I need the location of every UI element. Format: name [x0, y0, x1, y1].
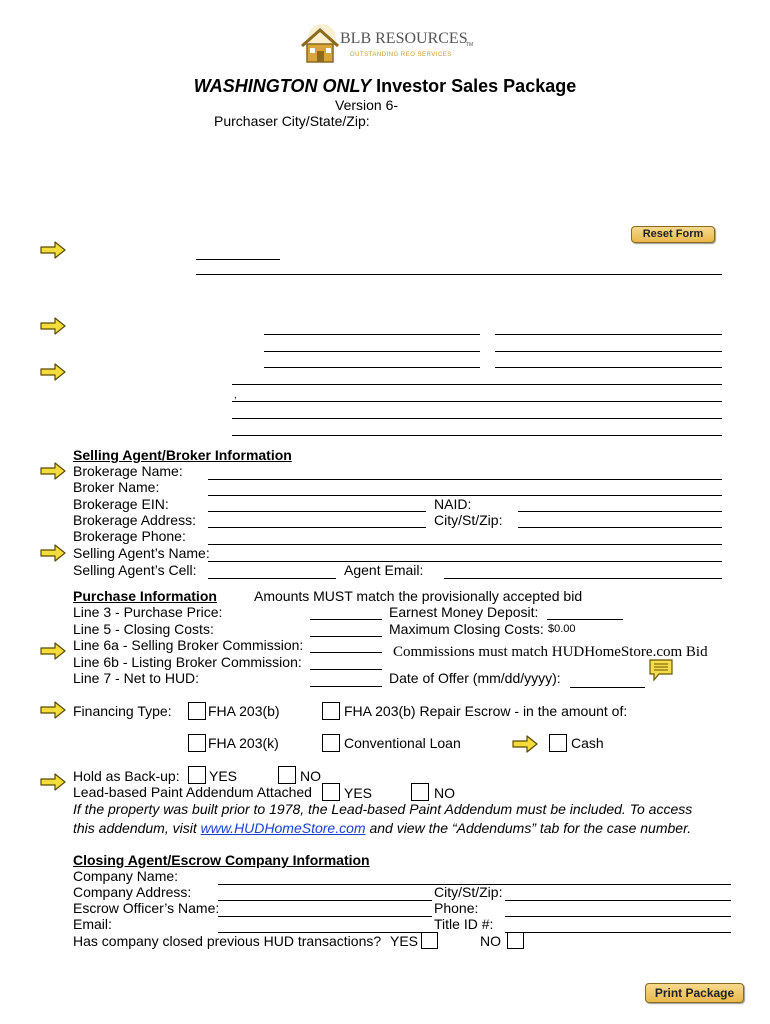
listing-commission-label: Line 6b - Listing Broker Commission:: [73, 654, 302, 670]
arrow-icon: [512, 734, 538, 754]
arrow-icon: [40, 316, 66, 336]
closing-city-field[interactable]: [505, 900, 731, 901]
lead-paint-note-line2: [73, 820, 691, 836]
date-of-offer-label: Date of Offer (mm/dd/yyyy):: [389, 670, 561, 686]
version-label: Version 6-: [335, 97, 399, 113]
lead-paint-note-line1: If the property was built prior to 1978, the Lead-based Paint Addendum must be included. To access: [73, 801, 693, 817]
brokerage-name-field[interactable]: [208, 479, 722, 480]
closing-costs-field[interactable]: [310, 636, 382, 637]
arrow-icon: [40, 772, 66, 792]
selling-commission-field[interactable]: [310, 652, 382, 653]
comma-mark: ,: [234, 390, 237, 401]
input-line[interactable]: [232, 401, 722, 402]
conventional-checkbox[interactable]: [322, 734, 340, 752]
logo-trademark: TM: [466, 42, 474, 48]
agent-name-field[interactable]: [208, 561, 722, 562]
arrow-icon: [40, 641, 66, 661]
input-line[interactable]: [232, 384, 722, 385]
naid-label: NAID:: [434, 496, 472, 512]
input-line[interactable]: [196, 274, 722, 275]
company-logo: [298, 18, 478, 68]
title-id-label: Title ID #:: [434, 916, 494, 932]
prev-hud-no-checkbox[interactable]: [507, 932, 524, 949]
input-line[interactable]: [495, 334, 722, 335]
company-address-label: Company Address:: [73, 884, 192, 900]
hold-backup-no-checkbox[interactable]: [278, 766, 296, 784]
fha203b-checkbox[interactable]: [188, 702, 206, 720]
cash-label: Cash: [571, 735, 604, 751]
lead-paint-yes-checkbox[interactable]: [322, 783, 340, 801]
logo-name: BLB RESOURCES: [340, 30, 468, 47]
commission-note: Commissions must match HUDHomeStore.com Bid: [393, 644, 708, 660]
hold-backup-no-label: NO: [300, 768, 321, 784]
title-id-field[interactable]: [505, 932, 731, 933]
logo-tagline: OUTSTANDING REO SERVICES: [350, 52, 452, 58]
fha203k-label: FHA 203(k): [208, 735, 279, 751]
comment-icon[interactable]: [648, 658, 674, 682]
arrow-icon: [40, 240, 66, 260]
page-title: [0, 76, 770, 97]
input-line[interactable]: [264, 334, 480, 335]
reset-form-button[interactable]: Reset Form: [631, 226, 715, 243]
prev-hud-no-label: NO: [480, 933, 501, 949]
selling-commission-label: Line 6a - Selling Broker Commission:: [73, 637, 304, 653]
closing-section-header: Closing Agent/Escrow Company Information: [73, 852, 370, 868]
prev-hud-label: Has company closed previous HUD transactions?: [73, 933, 382, 949]
arrow-icon: [40, 461, 66, 481]
city-st-zip-field[interactable]: [518, 527, 722, 528]
fha203b-label: FHA 203(b): [208, 703, 280, 719]
selling-section-header: Selling Agent/Broker Information: [73, 447, 292, 463]
max-closing-costs-value[interactable]: $0.00: [548, 623, 576, 635]
title-rest: Investor Sales Package: [371, 76, 577, 96]
brokerage-ein-label: Brokerage EIN:: [73, 496, 169, 512]
lead-paint-no-label: NO: [434, 785, 455, 801]
purchase-note: Amounts MUST match the provisionally accepted bid: [254, 588, 583, 604]
purchaser-city-label: Purchaser City/State/Zip:: [214, 113, 370, 129]
brokerage-ein-field[interactable]: [208, 511, 426, 512]
purchase-section-header: Purchase Information: [73, 588, 217, 604]
fha203b-repair-label: FHA 203(b) Repair Escrow - in the amount of:: [344, 703, 628, 719]
brokerage-name-label: Brokerage Name:: [73, 463, 183, 479]
title-emphasis: WASHINGTON ONLY: [193, 76, 372, 96]
company-address-field[interactable]: [218, 900, 432, 901]
broker-name-label: Broker Name:: [73, 479, 160, 495]
financing-type-label: Financing Type:: [73, 703, 172, 719]
conventional-label: Conventional Loan: [344, 735, 461, 751]
fha203b-repair-checkbox[interactable]: [322, 702, 340, 720]
earnest-money-label: Earnest Money Deposit:: [389, 604, 539, 620]
closing-email-label: Email:: [73, 916, 112, 932]
lead-paint-no-checkbox[interactable]: [411, 783, 429, 801]
officer-name-field[interactable]: [218, 916, 432, 917]
brokerage-phone-label: Brokerage Phone:: [73, 528, 186, 544]
closing-phone-label: Phone:: [434, 900, 479, 916]
arrow-icon: [40, 700, 66, 720]
net-to-hud-field[interactable]: [310, 686, 382, 687]
input-line[interactable]: [232, 418, 722, 419]
agent-name-label: Selling Agent’s Name:: [73, 545, 210, 561]
brokerage-phone-field[interactable]: [208, 544, 722, 545]
note-suffix: and view the “Addendums” tab for the case number.: [365, 820, 692, 836]
max-closing-costs-label: Maximum Closing Costs:: [389, 621, 544, 637]
naid-field[interactable]: [518, 511, 722, 512]
agent-email-field[interactable]: [444, 578, 722, 579]
closing-phone-field[interactable]: [505, 916, 731, 917]
lead-paint-label: Lead-based Paint Addendum Attached: [73, 784, 312, 800]
date-of-offer-field[interactable]: [570, 687, 645, 688]
city-st-zip-label: City/St/Zip:: [434, 512, 503, 528]
lead-paint-yes-label: YES: [344, 785, 373, 801]
officer-name-label: Escrow Officer’s Name:: [73, 900, 220, 916]
closing-city-label: City/St/Zip:: [434, 884, 503, 900]
closing-costs-label: Line 5 - Closing Costs:: [73, 621, 214, 637]
hold-backup-yes-label: YES: [209, 768, 238, 784]
cash-checkbox[interactable]: [549, 734, 567, 752]
house-logo-icon: [298, 22, 344, 66]
brokerage-address-field[interactable]: [208, 527, 426, 528]
input-line[interactable]: [495, 367, 722, 368]
hold-backup-yes-checkbox[interactable]: [188, 766, 206, 784]
arrow-icon: [40, 362, 66, 382]
input-line[interactable]: [264, 367, 480, 368]
agent-email-label: Agent Email:: [344, 562, 424, 578]
input-line[interactable]: [495, 351, 722, 352]
net-to-hud-label: Line 7 - Net to HUD:: [73, 670, 200, 686]
prev-hud-yes-checkbox[interactable]: [421, 932, 438, 949]
agent-cell-field[interactable]: [208, 578, 336, 579]
brokerage-address-label: Brokerage Address:: [73, 512, 196, 528]
purchase-price-field[interactable]: [310, 619, 382, 620]
purchase-price-label: Line 3 - Purchase Price:: [73, 604, 223, 620]
agent-cell-label: Selling Agent’s Cell:: [73, 562, 197, 578]
note-prefix: this addendum, visit: [73, 820, 201, 836]
input-line[interactable]: [232, 435, 722, 436]
input-line[interactable]: [264, 351, 480, 352]
prev-hud-yes-label: YES: [390, 933, 419, 949]
input-line[interactable]: [196, 259, 280, 260]
listing-commission-field[interactable]: [310, 669, 382, 670]
arrow-icon: [40, 543, 66, 563]
hold-backup-label: Hold as Back-up:: [73, 768, 180, 784]
company-name-label: Company Name:: [73, 868, 179, 884]
earnest-money-field[interactable]: [547, 619, 623, 620]
hudhomestore-link[interactable]: www.HUDHomeStore.com: [200, 820, 366, 836]
fha203k-checkbox[interactable]: [188, 734, 206, 752]
print-package-button[interactable]: Print Package: [645, 983, 744, 1003]
